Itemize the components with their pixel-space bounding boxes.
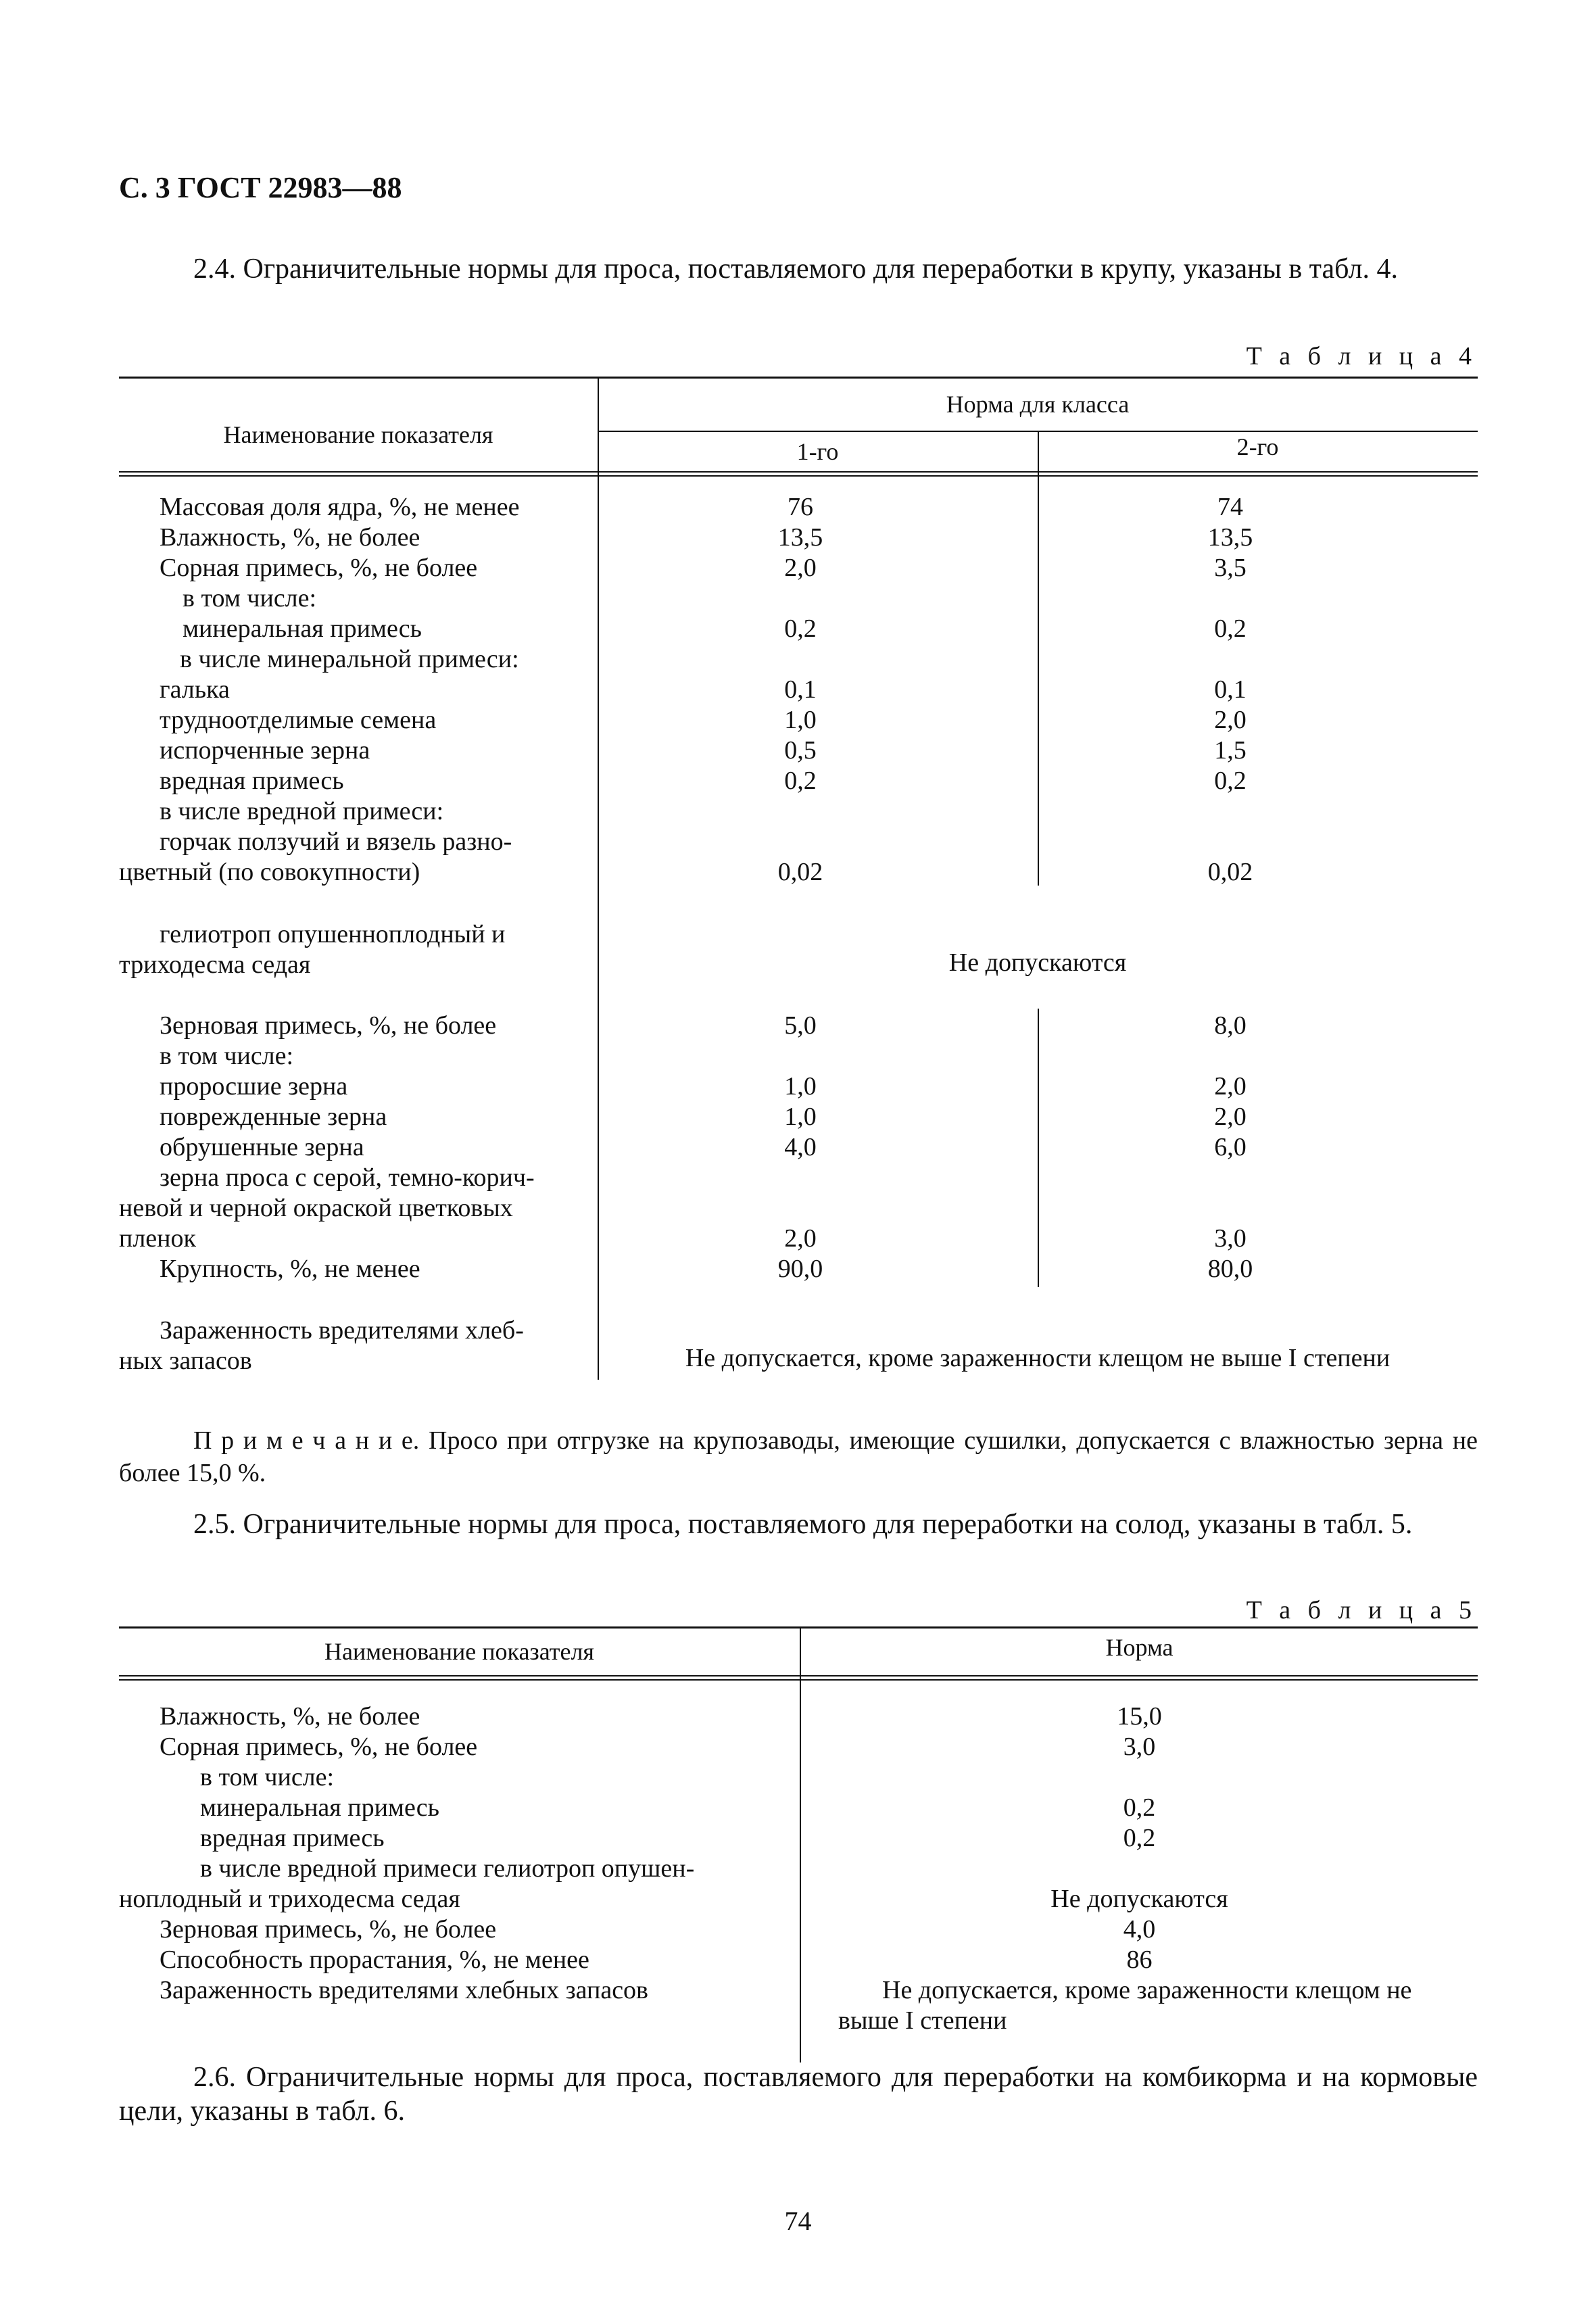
table4-value-class1: 0,2: [784, 614, 817, 643]
table4-value-class2: 13,5: [1207, 523, 1253, 552]
table4-row-label: поврежденные зерна: [160, 1103, 387, 1131]
table5-value: 3,0: [1123, 1733, 1156, 1761]
table4-value-class2: 0,2: [1214, 614, 1247, 643]
table4-row-label: цветный (по совокупности): [119, 858, 420, 886]
table4-row-label: триходесма седая: [119, 950, 311, 979]
table4-span-infestation: Не допускается, кроме зараженности клещом не выше I степени: [685, 1344, 1391, 1372]
table4-span-not-allowed: Не допускаются: [948, 948, 1127, 977]
table4-header-double-rule: [119, 471, 1478, 477]
table5-value: 0,2: [1123, 1793, 1156, 1822]
table4-row-label: в числе вредной примеси:: [160, 797, 444, 825]
table4-value-class2: 3,0: [1214, 1224, 1247, 1253]
table5-row-label: в числе вредной примеси гелиотроп опушен-: [200, 1854, 695, 1883]
table4-col-norm: Норма для класса: [946, 391, 1130, 418]
table4-note: [119, 1424, 1478, 1489]
table4-row-label: Массовая доля ядра, %, не менее: [160, 493, 520, 521]
table4-row-label: в том числе:: [160, 1042, 294, 1070]
page-header: С. 3 ГОСТ 22983—88: [119, 171, 402, 204]
table4-row-label: проросшие зерна: [160, 1072, 348, 1101]
table5-value: Не допускается, кроме зараженности клещом не: [882, 1976, 1412, 2004]
note-lead: П р и м е ч а н и е.: [193, 1426, 420, 1455]
table4-class2: 2-го: [1236, 433, 1279, 460]
table4-row-label: гелиотроп опушенноплодный и: [160, 920, 506, 948]
table4-top-rule: [119, 377, 1478, 379]
table4-row-label: Влажность, %, не более: [160, 523, 420, 552]
table5-row-label: Сорная примесь, %, не более: [160, 1733, 478, 1761]
table4-row-label: ных запасов: [119, 1347, 252, 1375]
table4-value-class2: 74: [1217, 493, 1243, 521]
table4-value-class2: 2,0: [1214, 1072, 1247, 1101]
table4-value-class2: 1,5: [1214, 736, 1247, 765]
table4-row-label: Сорная примесь, %, не более: [160, 554, 478, 582]
table4-value-class2: 6,0: [1214, 1133, 1247, 1161]
table4-class1: 1-го: [796, 438, 839, 465]
table4-row-label: трудноотделимые семена: [160, 706, 437, 734]
table4-value-class1: 0,02: [777, 858, 823, 886]
table4-row-label: испорченные зерна: [160, 736, 370, 765]
table4-row-label: зерна проса с серой, темно-корич-: [160, 1163, 535, 1192]
table5-col-name: Наименование показателя: [324, 1638, 594, 1665]
note-text: Просо при отгрузке на крупозаводы, имеющие сушилки, допускается с влажностью зерна не более 15,0 %.: [119, 1426, 1478, 1487]
table4-row-label: в том числе:: [183, 584, 317, 612]
table5-value: выше I степени: [838, 2006, 1007, 2035]
table4-value-class1: 1,0: [784, 706, 817, 734]
table4-row-label: в числе минеральной примеси:: [180, 645, 519, 673]
table4-body-vline-left: [598, 477, 599, 1380]
table4-caption: Т а б л и ц а 4: [1246, 342, 1477, 370]
table4-value-class1: 1,0: [784, 1103, 817, 1131]
table4-value-class2: 2,0: [1214, 1103, 1247, 1131]
table4-value-class2: 3,5: [1214, 554, 1247, 582]
table4-row-label: пленок: [119, 1224, 196, 1253]
table5-row-label: в том числе:: [200, 1763, 335, 1791]
table5-row-label: вредная примесь: [200, 1824, 385, 1852]
table5-col-norm: Норма: [1105, 1634, 1174, 1661]
table4-value-class1: 1,0: [784, 1072, 817, 1101]
table4-row-label: галька: [160, 675, 230, 704]
page-number: 74: [784, 2206, 812, 2236]
table4-value-class2: 2,0: [1214, 706, 1247, 734]
table4-row-label: Зерновая примесь, %, не более: [160, 1011, 497, 1040]
table4-row-label: Крупность, %, не менее: [160, 1255, 420, 1283]
table4-value-class1: 2,0: [784, 554, 817, 582]
table4-value-class2: 0,02: [1207, 858, 1253, 886]
table4-col-name: Наименование показателя: [223, 421, 493, 448]
table4-value-class2: 0,1: [1214, 675, 1247, 704]
table5-value: 15,0: [1117, 1702, 1162, 1731]
table4-row-label: минеральная примесь: [183, 614, 422, 643]
table5-row-label: Зараженность вредителями хлебных запасов: [160, 1976, 649, 2004]
table5-value: 0,2: [1123, 1824, 1156, 1852]
table4-row-label: невой и черной окраской цветковых: [119, 1194, 513, 1222]
table4-value-class1: 76: [788, 493, 813, 521]
table4-row-label: обрушенные зерна: [160, 1133, 364, 1161]
paragraph-2-4: 2.4. Ограничительные нормы для проса, поставляемого для переработки в крупу, указаны в табл. 4.: [193, 254, 1398, 285]
table5-value: Не допускаются: [1050, 1885, 1228, 1913]
table5-row-label: Способность прорастания, %, не менее: [160, 1946, 589, 1974]
paragraph-2-6: 2.6. Ограничительные нормы для проса, поставляемого для переработки на комбикорма и на кормовые цели, указаны в табл. 6.: [119, 2062, 1478, 2127]
table5-header-double-rule: [119, 1675, 1478, 1681]
table4-row-label: Зараженность вредителями хлеб-: [160, 1316, 524, 1345]
table4-row-label: вредная примесь: [160, 767, 344, 795]
table4-value-class1: 5,0: [784, 1011, 817, 1040]
table5-row-label: Зерновая примесь, %, не более: [160, 1915, 497, 1944]
table5-caption: Т а б л и ц а 5: [1246, 1596, 1477, 1624]
table5-row-label: Влажность, %, не более: [160, 1702, 420, 1731]
table5-value: 86: [1126, 1946, 1153, 1974]
table5-value: 4,0: [1123, 1915, 1156, 1944]
table4-value-class2: 8,0: [1214, 1011, 1247, 1040]
table4-row-label: горчак ползучий и вязель разно-: [160, 827, 512, 856]
table4-value-class1: 90,0: [777, 1255, 823, 1283]
table4-value-class1: 4,0: [784, 1133, 817, 1161]
table4-body-vline-mid-b: [1038, 1009, 1039, 1287]
table5-row-label: минеральная примесь: [200, 1793, 439, 1822]
table4-value-class1: 13,5: [777, 523, 823, 552]
table4-value-class2: 0,2: [1214, 767, 1247, 795]
table5-row-label: ноплодный и триходесма седая: [119, 1885, 460, 1913]
table4-value-class1: 0,5: [784, 736, 817, 765]
table4-body-vline-mid-a: [1038, 477, 1039, 886]
table4-value-class1: 0,1: [784, 675, 817, 704]
table5-top-rule: [119, 1626, 1478, 1629]
table4-value-class1: 2,0: [784, 1224, 817, 1253]
paragraph-2-5: 2.5. Ограничительные нормы для проса, поставляемого для переработки на солод, указаны в табл. 5.: [193, 1509, 1413, 1540]
table4-value-class2: 80,0: [1207, 1255, 1253, 1283]
table4-value-class1: 0,2: [784, 767, 817, 795]
